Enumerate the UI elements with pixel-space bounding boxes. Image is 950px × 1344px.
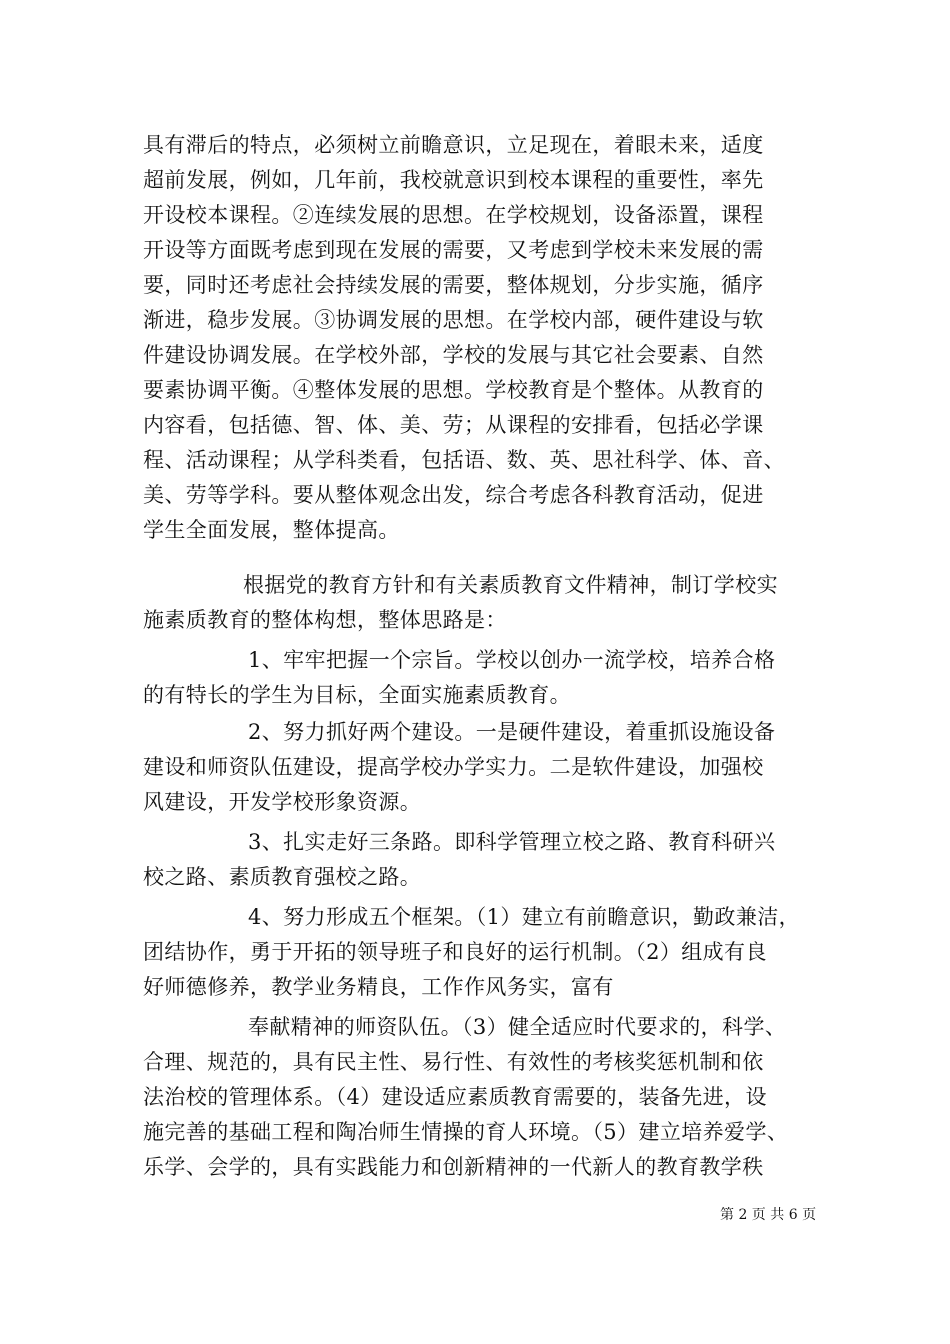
list-item-first-line: 1、牢牢把握一个宗旨。学校以创办一流学校，培养合格	[248, 648, 776, 672]
body-text-line: 具有滞后的特点，必须树立前瞻意识，立足现在，着眼未来，适度	[143, 133, 764, 157]
body-text-line: 校之路、素质教育强校之路。	[143, 865, 422, 889]
body-text-line: 团结协作，勇于开拓的领导班子和良好的运行机制。（2）组成有良	[143, 940, 767, 964]
body-text-line: 施完善的基础工程和陶冶师生情操的育人环境。（5）建立培养爱学、	[143, 1120, 789, 1144]
page-number-footer: 第 2 页 共 6 页	[720, 1207, 817, 1223]
body-text-line: 乐学、会学的，具有实践能力和创新精神的一代新人的教育教学秩	[143, 1155, 764, 1179]
list-item-first-line: 4、努力形成五个框架。（1）建立有前瞻意识，勤政兼洁，	[248, 905, 801, 929]
body-text-line: 学生全面发展，整体提高。	[143, 518, 400, 542]
body-text-line: 开设等方面既考虑到现在发展的需要，又考虑到学校未来发展的需	[143, 238, 764, 262]
body-text-line: 程、活动课程；从学科类看，包括语、数、英、思社科学、体、音、	[143, 448, 785, 472]
body-text-line: 美、劳等学科。要从整体观念出发，综合考虑各科教育活动，促进	[143, 483, 764, 507]
paragraph-first-line: 奉献精神的师资队伍。（3）健全适应时代要求的，科学、	[248, 1015, 787, 1039]
body-text-line: 开设校本课程。②连续发展的思想。在学校规划，设备添置，课程	[143, 203, 764, 227]
body-text-line: 施素质教育的整体构想，整体思路是：	[143, 608, 507, 632]
body-text-line: 法治校的管理体系。（4）建设适应素质教育需要的，装备先进，设	[143, 1085, 767, 1109]
body-text-line: 超前发展，例如，几年前，我校就意识到校本课程的重要性，率先	[143, 168, 764, 192]
body-text-line: 内容看，包括德、智、体、美、劳；从课程的安排看，包括必学课	[143, 413, 764, 437]
body-text-line: 建设和师资队伍建设，提高学校办学实力。二是软件建设，加强校	[143, 755, 764, 779]
body-text-line: 要，同时还考虑社会持续发展的需要，整体规划，分步实施，循序	[143, 273, 764, 297]
body-text-line: 件建设协调发展。在学校外部，学校的发展与其它社会要素、自然	[143, 343, 764, 367]
list-item-first-line: 2、努力抓好两个建设。一是硬件建设，着重抓设施设备	[248, 720, 776, 744]
body-text-line: 的有特长的学生为目标，全面实施素质教育。	[143, 683, 571, 707]
body-text-line: 风建设，开发学校形象资源。	[143, 790, 422, 814]
list-item-first-line: 3、扎实走好三条路。即科学管理立校之路、教育科研兴	[248, 830, 776, 854]
body-text-line: 合理、规范的，具有民主性、易行性、有效性的考核奖惩机制和依	[143, 1050, 764, 1074]
body-text-line: 好师德修养，教学业务精良，工作作风务实，富有	[143, 975, 614, 999]
body-text-line: 要素协调平衡。④整体发展的思想。学校教育是个整体。从教育的	[143, 378, 764, 402]
paragraph-first-line: 根据党的教育方针和有关素质教育文件精神，制订学校实	[243, 573, 778, 597]
body-text-line: 渐进，稳步发展。③协调发展的思想。在学校内部，硬件建设与软	[143, 308, 764, 332]
